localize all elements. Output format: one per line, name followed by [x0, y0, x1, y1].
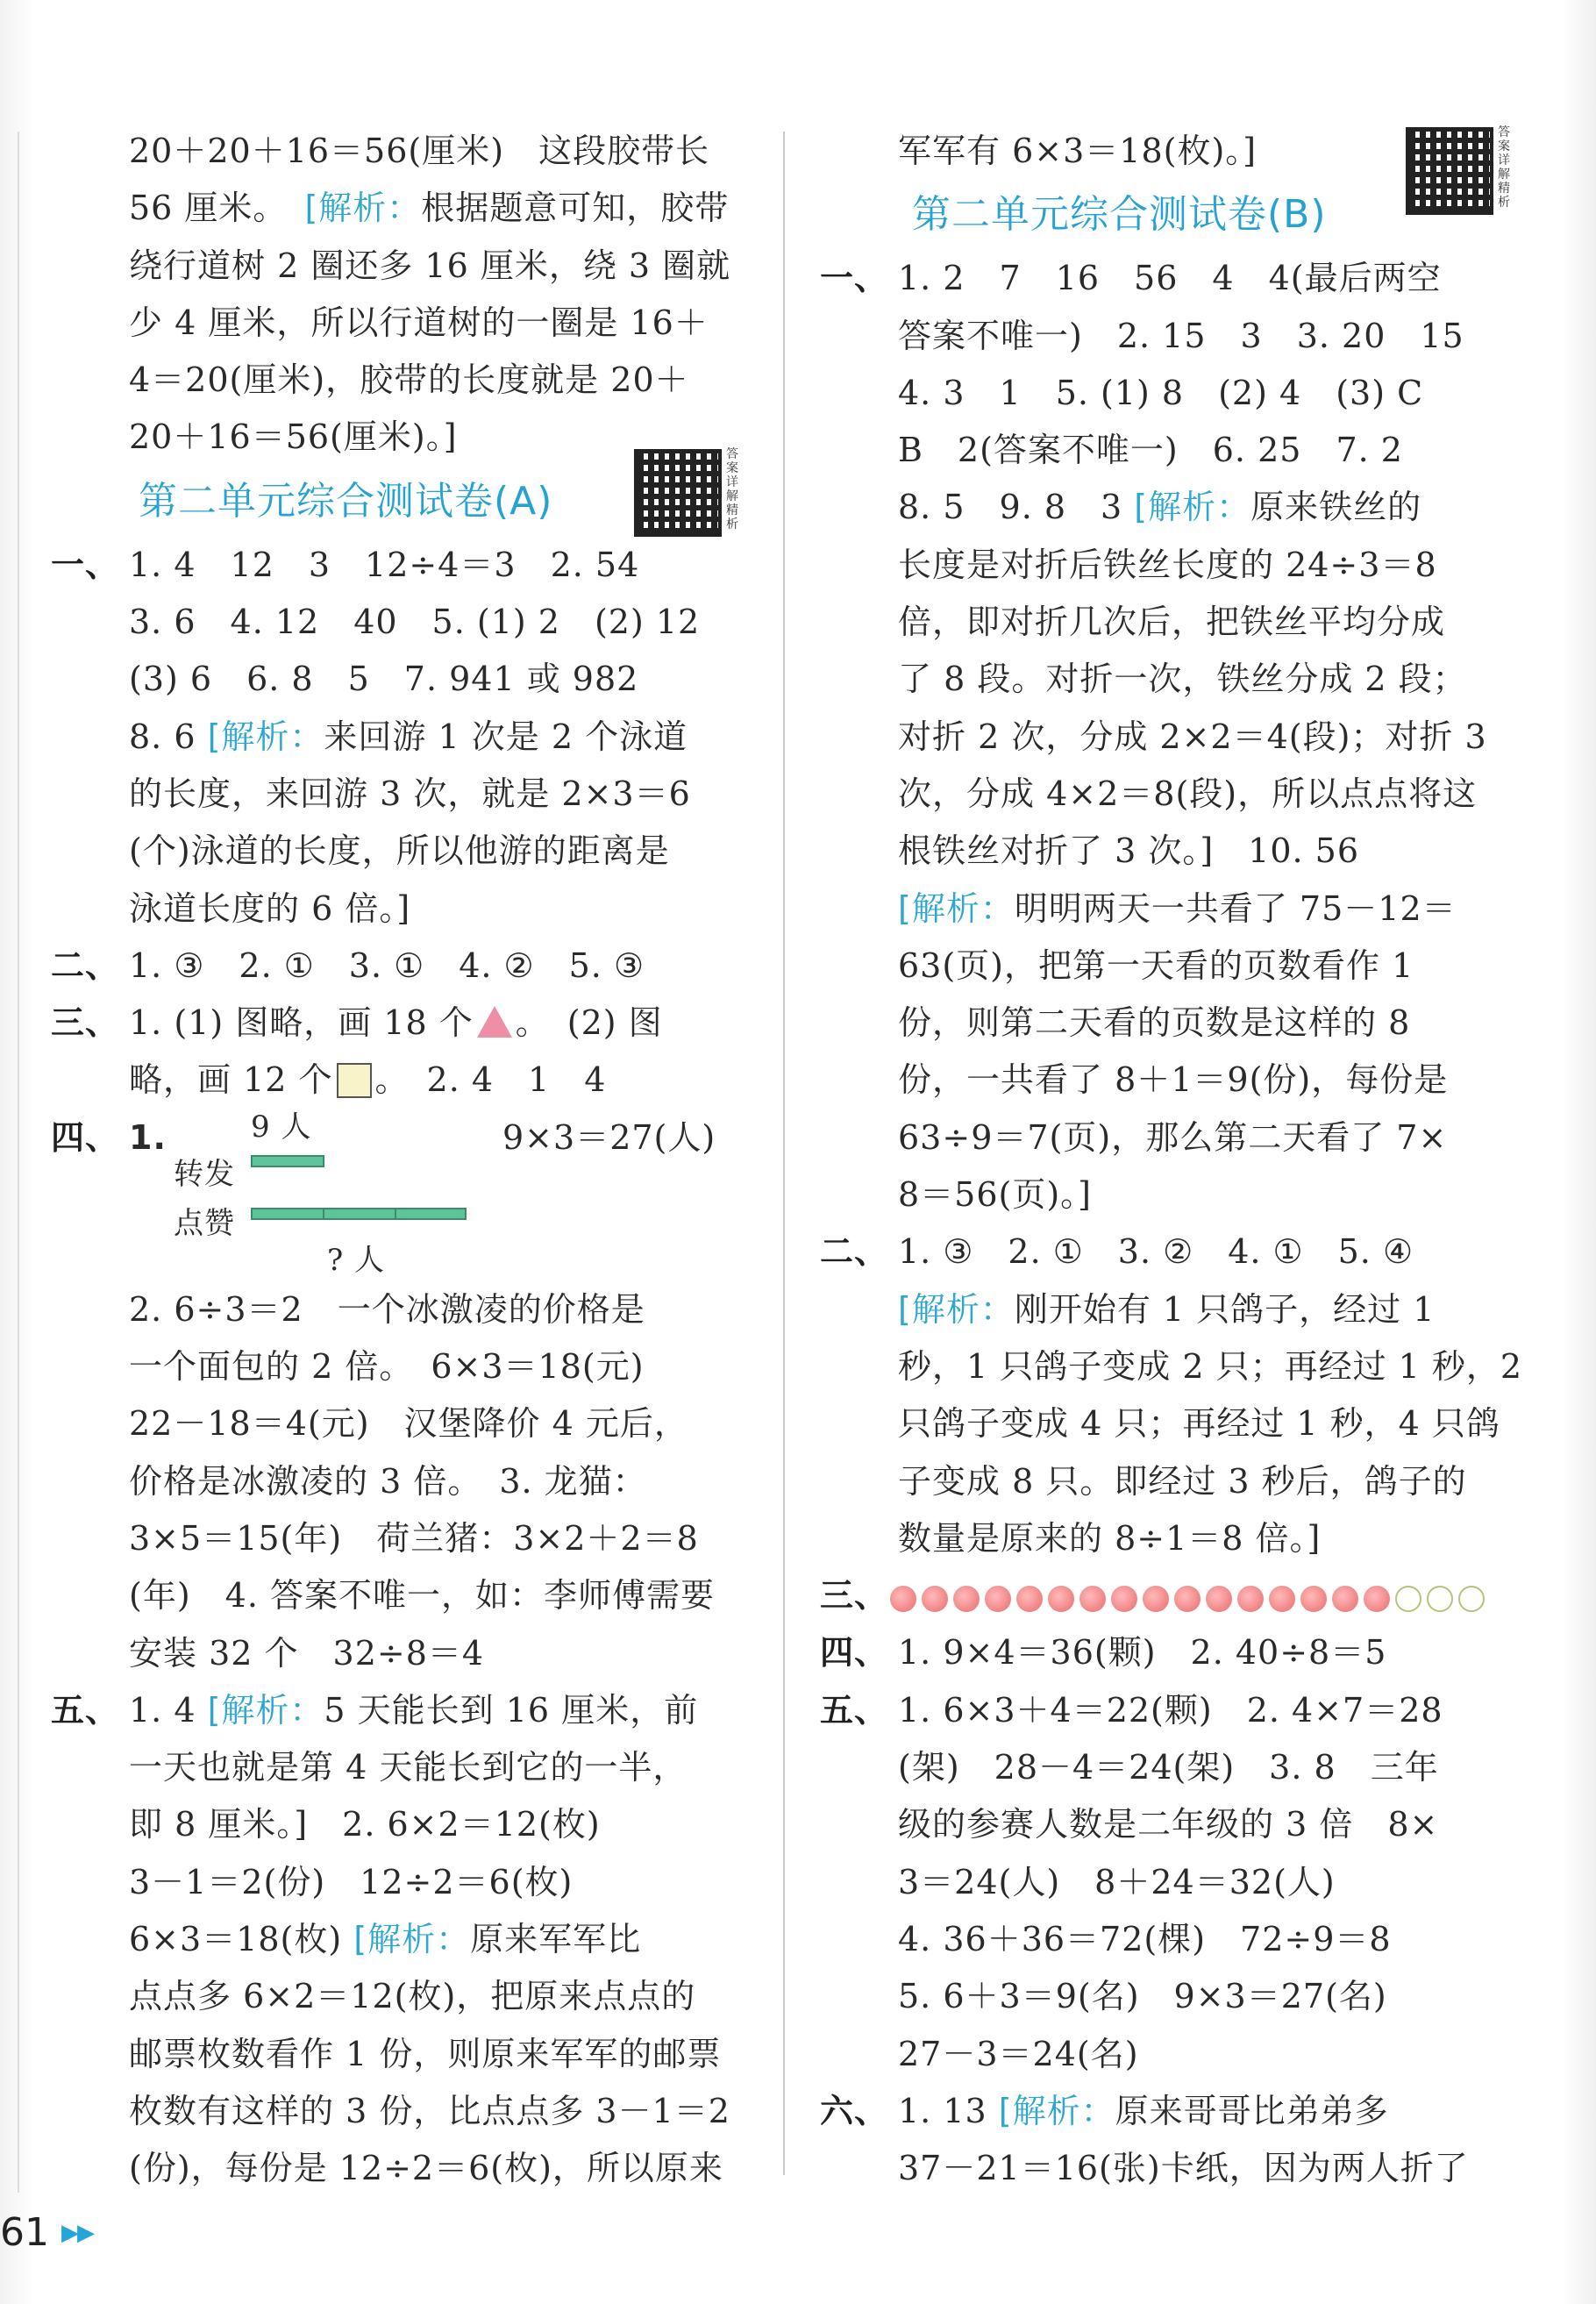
peach-outline-icon [1458, 1586, 1485, 1612]
text-line: 8. 5 9. 8 3 [解析：原来铁丝的 [898, 488, 1422, 527]
peach-icon [1111, 1586, 1137, 1612]
left-margin-rule [18, 132, 19, 2193]
text-line: 4. 3 1 5. (1) 8 (2) 4 (3) C [898, 373, 1424, 412]
peach-icons [890, 1576, 1490, 1615]
peach-icon [1048, 1586, 1074, 1612]
text-line: 二、 1. ③ 2. ① 3. ① 4. ② 5. ③ [51, 945, 645, 985]
text-line: 22－18＝4(元) 汉堡降价 4 元后， [129, 1404, 688, 1444]
text-line: 一、 1. 2 7 16 56 4 4(最后两空 [820, 259, 1442, 298]
qr-code-icon[interactable] [1406, 127, 1493, 215]
text-line: 56 厘米。 [解析：根据题意可知，胶带 [129, 189, 730, 228]
peach-icon [1206, 1586, 1232, 1612]
text-line: 份，一共看了 8＋1＝9(份)，每份是 [898, 1060, 1449, 1100]
text-line: 次，分成 4×2＝8(段)，所以点点将这 [898, 774, 1478, 813]
left-column [51, 123, 752, 2198]
text-line: 2. 6÷3＝2 一个冰激凌的价格是 [129, 1289, 645, 1329]
text-line: 一、 1. 4 12 3 12÷4＝3 2. 54 [51, 545, 640, 584]
text-line: 根铁丝对折了 3 次。] 10. 56 [898, 831, 1360, 871]
peach-row: 三、 [820, 1567, 1521, 1624]
text-line: 三、 1. (1) 图略，画 18 个 。 (2) 图 [51, 1003, 663, 1043]
text-line: [解析：刚开始有 1 只鸽子，经过 1 [898, 1289, 1436, 1329]
text-line: 答案不唯一) 2. 15 3 3. 20 15 [898, 316, 1464, 355]
text-line: 了 8 段。对折一次，铁丝分成 2 段； [898, 660, 1467, 699]
text-line: 五、 1. 4 [解析：5 天能长到 16 厘米，前 [51, 1690, 699, 1730]
peach-icon [1016, 1586, 1043, 1612]
text-line: 子变成 8 只。即经过 3 秒后，鸽子的 [898, 1461, 1467, 1501]
peach-icon [1332, 1586, 1358, 1612]
peach-icon [1364, 1586, 1390, 1612]
peach-icon [1300, 1586, 1327, 1612]
peach-icon [1237, 1586, 1264, 1612]
peach-icon [985, 1586, 1011, 1612]
text-line: [解析：明明两天一共看了 75－12＝ [898, 888, 1457, 928]
text-line: B 2(答案不唯一) 6. 25 7. 2 [898, 431, 1403, 470]
text-line: 一天也就是第 4 天能长到它的一半， [129, 1748, 688, 1787]
text-line: 3＝24(人) 8＋24＝32(人) [898, 1862, 1336, 1901]
text-line: 点点多 6×2＝12(枚)，把原来点点的 [129, 1977, 696, 2016]
text-line: (年) 4. 答案不唯一，如：李师傅需要 [129, 1576, 715, 1616]
text-line: 少 4 厘米，所以行道树的一圈是 16＋ [129, 303, 709, 342]
triangle-icon [477, 1006, 512, 1038]
peach-icon [1143, 1586, 1169, 1612]
diagram-label-zhuanfa: 转发 [174, 1156, 235, 1192]
text-line: 五、 1. 6×3＋4＝22(颗) 2. 4×7＝28 [820, 1690, 1443, 1730]
column-divider [783, 132, 785, 2175]
text-line: 20＋16＝56(厘米)。] [129, 417, 458, 457]
text-line: 20＋20＋16＝56(厘米) 这段胶带长 [129, 132, 710, 170]
diagram-bottom-label: ? 人 [327, 1242, 386, 1278]
text-line: 数量是原来的 8÷1＝8 倍。] [898, 1518, 1322, 1558]
peach-outline-icon [1395, 1586, 1421, 1612]
arrow-right-icon: ▶▶ [61, 2220, 93, 2246]
text-line: 二、 1. ③ 2. ① 3. ② 4. ① 5. ④ [820, 1232, 1414, 1272]
text-line: 长度是对折后铁丝长度的 24÷3＝8 [898, 545, 1437, 584]
text-line: 一个面包的 2 倍。 6×3＝18(元) [129, 1347, 645, 1387]
text-line: 四、 1. 9×4＝36(颗) 2. 40÷8＝5 [820, 1633, 1387, 1673]
jiexi-label: [解析： [207, 1690, 324, 1730]
text-line: (份)，每份是 12÷2＝6(枚)，所以原来 [129, 2149, 723, 2188]
square-icon [337, 1063, 372, 1098]
text-line: 只鸽子变成 4 只；再经过 1 秒，4 只鸽 [898, 1404, 1500, 1444]
qr-code-icon[interactable] [634, 449, 722, 537]
peach-icon [953, 1586, 980, 1612]
peach-icon [1269, 1586, 1295, 1612]
text-line: 8＝56(页)。] [898, 1175, 1093, 1215]
jiexi-label: [解析： [898, 1289, 1015, 1329]
diagram-bar-dianzan [251, 1208, 467, 1220]
text-line: 绕行道树 2 圈还多 16 厘米，绕 3 圈就 [129, 246, 731, 285]
text-line: 8. 6 [解析：来回游 1 次是 2 个泳道 [129, 717, 688, 756]
jiexi-label: [解析： [998, 2091, 1115, 2130]
text-line: 27－3＝24(名) [898, 2034, 1139, 2073]
text-line: 军军有 6×3＝18(枚)。] [898, 132, 1258, 170]
text-line: 级的参赛人数是二年级的 3 倍 8× [898, 1805, 1439, 1844]
text-line: 5. 6＋3＝9(名) 9×3＝27(名) [898, 1977, 1387, 2016]
text-line: 3－1＝2(份) 12÷2＝6(枚) [129, 1862, 574, 1901]
jiexi-label: [解析： [353, 1920, 471, 1959]
peach-icon [890, 1586, 916, 1612]
text-line: 3×5＝15(年) 荷兰猪：3×2＋2＝8 [129, 1518, 699, 1558]
jiexi-label: [解析： [207, 717, 324, 756]
text-line: 泳道长度的 6 倍。] [129, 888, 411, 928]
text-line: 份，则第二天看的页数是这样的 8 [898, 1003, 1411, 1043]
diagram-top-label: 9 人 [251, 1109, 312, 1145]
text-line: 6×3＝18(枚) [解析：原来军军比 [129, 1920, 642, 1959]
text-line: 安装 32 个 32÷8＝4 [129, 1633, 485, 1673]
line-diagram: 四、 1. 9 人 转发 点赞 ? 人 9×3＝27(人) [51, 1109, 752, 1281]
text-line: 4＝20(厘米)，胶带的长度就是 20＋ [129, 360, 689, 400]
right-column [820, 123, 1521, 2197]
diagram-bar-zhuanfa [251, 1155, 324, 1167]
section-title-b: 第二单元综合测试卷(B) 答案详解精析 [820, 180, 1521, 250]
text-line: 对折 2 次，分成 2×2＝4(段)；对折 3 [898, 717, 1487, 756]
text-line: (架) 28－4＝24(架) 3. 8 三年 [898, 1748, 1439, 1787]
section-title-a: 第二单元综合测试卷(A) 答案详解精析 [51, 467, 752, 537]
diagram-equation: 9×3＝27(人) [502, 1117, 716, 1157]
text-line: 3. 6 4. 12 40 5. (1) 2 (2) 12 [129, 603, 701, 642]
text-line: 即 8 厘米。] 2. 6×2＝12(枚) [129, 1805, 601, 1844]
jiexi-label: [解析： [304, 189, 422, 228]
peach-outline-icon [1427, 1586, 1453, 1612]
text-line: 枚数有这样的 3 份，比点点多 3－1＝2 [129, 2091, 730, 2130]
text-line: 63÷9＝7(页)，那么第二天看了 7× [898, 1117, 1448, 1157]
text-line: 37－21＝16(张)卡纸，因为两人折了 [898, 2149, 1469, 2188]
text-line: 63(页)，把第一天看的页数看作 1 [898, 945, 1414, 985]
jiexi-label: [解析： [898, 888, 1015, 928]
text-line: 略，画 12 个 。 2. 4 1 4 [129, 1060, 607, 1100]
text-line: 价格是冰激凌的 3 倍。 3. 龙猫： [129, 1461, 647, 1501]
text-line: 邮票枚数看作 1 份，则原来军军的邮票 [129, 2034, 722, 2073]
peach-icon [1079, 1586, 1106, 1612]
text-line: 倍，即对折几次后，把铁丝平均分成 [898, 603, 1446, 642]
page-number: 61 [0, 2210, 49, 2255]
jiexi-label: [解析： [1134, 488, 1251, 527]
diagram-tick [323, 1208, 324, 1220]
qr-note: 答案详解精析 [726, 446, 739, 531]
qr-note: 答案详解精析 [1498, 125, 1511, 210]
text-line: 六、 1. 13 [解析：原来哥哥比弟弟多 [820, 2091, 1389, 2130]
diagram-label-dianzan: 点赞 [174, 1205, 235, 1241]
text-line: 秒，1 只鸽子变成 2 只；再经过 1 秒，2 [898, 1346, 1523, 1386]
text-line: (3) 6 6. 8 5 7. 941 或 982 [129, 660, 639, 699]
page-footer [0, 2210, 93, 2263]
peach-icon [922, 1586, 948, 1612]
text-line: 4. 36＋36＝72(棵) 72÷9＝8 [898, 1919, 1392, 1958]
peach-icon [1174, 1586, 1201, 1612]
diagram-tick [395, 1208, 396, 1220]
text-line: (个)泳道的长度，所以他游的距离是 [129, 831, 670, 871]
text-line: 的长度，来回游 3 次，就是 2×3＝6 [129, 774, 691, 813]
